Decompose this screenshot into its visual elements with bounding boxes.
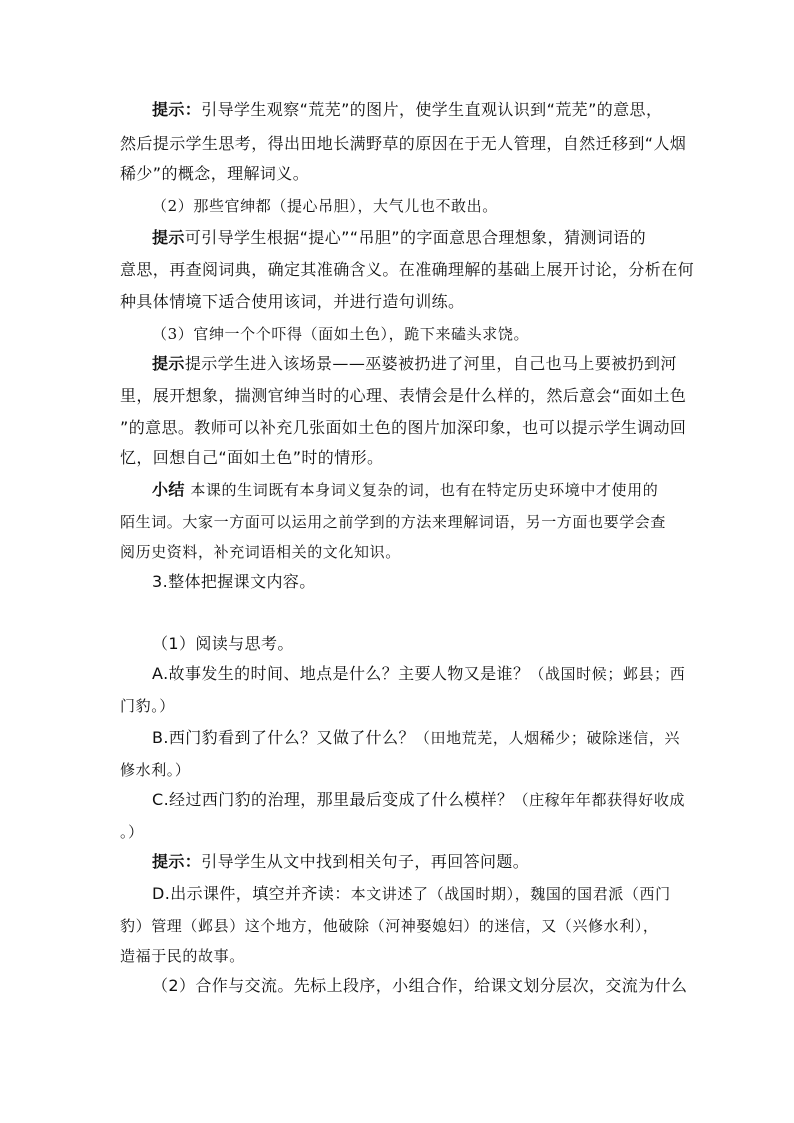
- hint-label: 提示：: [152, 852, 202, 871]
- hint3-line4: 忆，回想自己“面如土色”时的情形。: [120, 448, 384, 467]
- question-d-line3: 造福于民的故事。: [120, 947, 245, 965]
- hint2-line2: 意思，再查阅词典，确定其准确含义。在准确理解的基础上展开讨论，分析在何: [120, 260, 695, 279]
- hint-label: 提示: [152, 354, 185, 373]
- hint-label: 提示：: [152, 100, 202, 119]
- hint-label: 提示: [152, 228, 185, 247]
- subsection-read-think: （1）阅读与思考。: [152, 634, 294, 653]
- summary-label: 小结: [152, 480, 185, 499]
- example-item-2: （2）那些官绅都（提心吊胆），大气儿也不敢出。: [152, 197, 498, 215]
- question-b-line2: 修水利。）: [120, 761, 191, 779]
- summary-line3: 阅历史资料，补充词语相关的文化知识。: [120, 543, 401, 561]
- question-c-line2: 。）: [120, 823, 144, 841]
- hint1-line2: 然后提示学生思考，得出田地长满野草的原因在于无人管理，自然迁移到“人烟: [120, 134, 687, 153]
- hint3-line1: 提示提示学生进入该场景——巫婆被扔进了河里，自己也马上要被扔到河: [152, 354, 677, 373]
- summary-line2: 陌生词。大家一方面可以运用之前学到的方法来理解词语，另一方面也要学会查: [120, 513, 667, 531]
- hint2-line3: 种具体情境下适合使用该词，并进行造句训练。: [120, 292, 465, 311]
- hint3-line3: ”的意思。教师可以补充几张面如土色的图片加深印象，也可以提示学生调动回: [120, 418, 687, 437]
- summary-line1: 小结 本课的生词既有本身词义复杂的词，也有在特定历史环境中才使用的: [152, 480, 659, 499]
- hint2-line1: 提示可引导学生根据“提心”“吊胆”的字面意思合理想象，猜测词语的: [152, 228, 646, 247]
- hint1-line3: 稀少”的概念，理解词义。: [120, 164, 310, 183]
- question-d-line1: D.出示课件，填空并齐读：本文讲述了（战国时期），魏国的国君派（西门: [152, 884, 671, 903]
- question-a-line1: A.故事发生的时间、地点是什么？主要人物又是谁？（战国时候；邺县；西: [152, 664, 686, 683]
- question-c-line1: C.经过西门豹的治理，那里最后变成了什么模样？（庄稼年年都获得好收成: [152, 790, 686, 809]
- hint1-line1: 提示：引导学生观察“荒芜”的图片，使学生直观认识到“荒芜”的意思，: [152, 100, 663, 119]
- question-b-line1: B.西门豹看到了什么？又做了什么？（田地荒芜，人烟稀少；破除迷信，兴: [152, 728, 681, 747]
- section-heading-3: 3.整体把握课文内容。: [152, 572, 316, 591]
- question-a-line2: 门豹。）: [120, 697, 175, 715]
- example-item-3: （3）官绅一个个吓得（面如土色），跪下来磕头求饶。: [152, 325, 530, 343]
- hint4-line: 提示：引导学生从文中找到相关句子，再回答问题。: [152, 852, 530, 871]
- question-d-line2: 豹）管理（邺县）这个地方，他破除（河神娶媳妇）的迷信，又（兴修水利），: [120, 917, 659, 935]
- hint3-line2: 里，展开想象，揣测官绅当时的心理、表情会是什么样的，然后意会“面如土色: [120, 386, 687, 405]
- subsection-cooperate: （2）合作与交流。先标上段序，小组合作，给课文划分层次，交流为什么: [152, 976, 688, 995]
